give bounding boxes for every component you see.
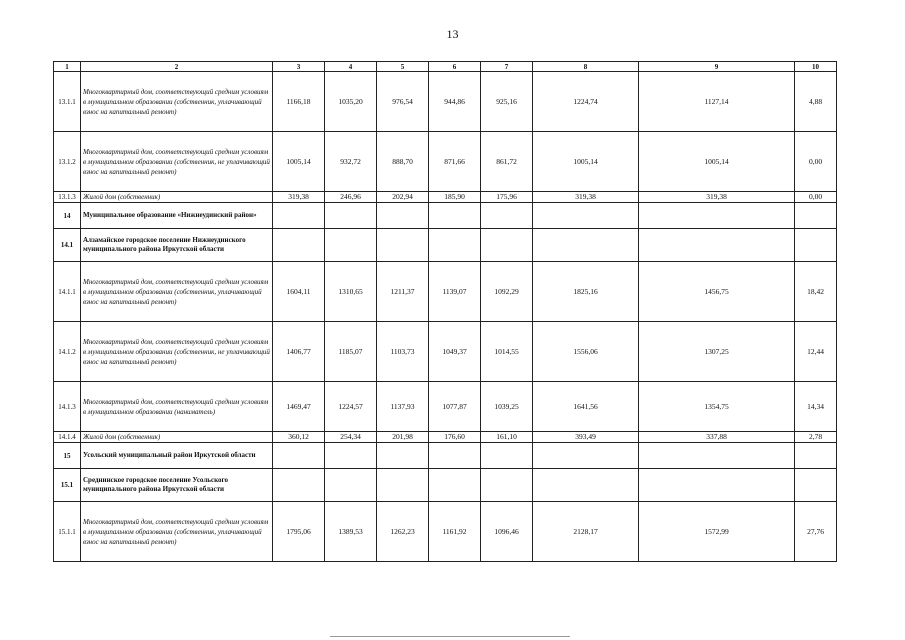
value-cell: 1354,75 (639, 382, 795, 432)
value-cell: 1005,14 (533, 132, 639, 192)
column-number-cell: 6 (429, 62, 481, 72)
section-row (54, 443, 837, 469)
row-description: Многоквартирный дом, соответствующий средним условиям в муниципальном образовании (собственник, уплачивающий взнос на капитальный ремонт) (81, 72, 273, 132)
empty-cell (481, 203, 533, 229)
table-row (54, 382, 837, 432)
column-number-row (54, 62, 837, 72)
table-row (54, 322, 837, 382)
value-cell: 976,54 (377, 72, 429, 132)
value-cell: 1406,77 (273, 322, 325, 382)
column-number-cell: 8 (533, 62, 639, 72)
value-cell: 202,94 (377, 192, 429, 203)
value-cell: 1307,25 (639, 322, 795, 382)
value-cell: 1456,75 (639, 262, 795, 322)
column-number-cell: 1 (54, 62, 81, 72)
value-cell: 1572,99 (639, 502, 795, 562)
section-title: Алзамайское городское поселение Нижнеудинского муниципального района Иркутской области (81, 229, 273, 262)
empty-cell (481, 229, 533, 262)
row-code: 15.1.1 (54, 502, 81, 562)
row-description: Многоквартирный дом, соответствующий средним условиям в муниципальном образовании (собственник, не уплачивающий взнос на капитальный ремонт) (81, 322, 273, 382)
value-cell: 27,76 (795, 502, 837, 562)
value-cell: 319,38 (639, 192, 795, 203)
empty-cell (639, 229, 795, 262)
section-title: Усольский муниципальный район Иркутской области (81, 443, 273, 469)
value-cell: 185,90 (429, 192, 481, 203)
value-cell: 360,12 (273, 432, 325, 443)
value-cell: 1389,53 (325, 502, 377, 562)
value-cell: 2,78 (795, 432, 837, 443)
value-cell: 925,16 (481, 72, 533, 132)
empty-cell (377, 469, 429, 502)
section-title: Муниципальное образование «Нижнеудинский район» (81, 203, 273, 229)
empty-cell (533, 203, 639, 229)
column-number-cell: 7 (481, 62, 533, 72)
empty-cell (377, 443, 429, 469)
row-code: 15.1 (54, 469, 81, 502)
value-cell: 1077,87 (429, 382, 481, 432)
value-cell: 0,00 (795, 192, 837, 203)
empty-cell (325, 203, 377, 229)
column-number-cell: 3 (273, 62, 325, 72)
empty-cell (795, 443, 837, 469)
value-cell: 246,96 (325, 192, 377, 203)
value-cell: 861,72 (481, 132, 533, 192)
row-description: Многоквартирный дом, соответствующий средним условиям в муниципальном образовании (собственник, уплачивающий взнос на капитальный ремонт) (81, 502, 273, 562)
value-cell: 161,10 (481, 432, 533, 443)
value-cell: 4,88 (795, 72, 837, 132)
value-cell: 1096,46 (481, 502, 533, 562)
row-code: 13.1.2 (54, 132, 81, 192)
value-cell: 1556,06 (533, 322, 639, 382)
value-cell: 1039,25 (481, 382, 533, 432)
value-cell: 1641,56 (533, 382, 639, 432)
value-cell: 18,42 (795, 262, 837, 322)
empty-cell (639, 443, 795, 469)
value-cell: 1166,18 (273, 72, 325, 132)
section-title: Среднинское городское поселение Усольского муниципального района Иркутской области (81, 469, 273, 502)
empty-cell (377, 203, 429, 229)
value-cell: 1185,07 (325, 322, 377, 382)
row-code: 13.1.1 (54, 72, 81, 132)
column-number-cell: 2 (81, 62, 273, 72)
empty-cell (429, 469, 481, 502)
value-cell: 871,66 (429, 132, 481, 192)
value-cell: 1224,74 (533, 72, 639, 132)
value-cell: 1005,14 (273, 132, 325, 192)
table-row (54, 502, 837, 562)
table-row (54, 132, 837, 192)
value-cell: 1137,93 (377, 382, 429, 432)
value-cell: 176,60 (429, 432, 481, 443)
row-description: Многоквартирный дом, соответствующий средним условиям в муниципальном образовании (наниматель) (81, 382, 273, 432)
section-row (54, 469, 837, 502)
row-code: 14.1.1 (54, 262, 81, 322)
value-cell: 888,70 (377, 132, 429, 192)
value-cell: 201,98 (377, 432, 429, 443)
tariff-table (53, 61, 837, 562)
row-description: Жилой дом (собственник) (81, 192, 273, 203)
row-code: 14.1 (54, 229, 81, 262)
empty-cell (429, 443, 481, 469)
page-number: 13 (446, 27, 459, 41)
empty-cell (481, 469, 533, 502)
value-cell: 1469,47 (273, 382, 325, 432)
row-description: Многоквартирный дом, соответствующий средним условиям в муниципальном образовании (собственник, уплачивающий взнос на капитальный ремонт) (81, 262, 273, 322)
column-number-cell: 5 (377, 62, 429, 72)
value-cell: 1262,23 (377, 502, 429, 562)
value-cell: 1049,37 (429, 322, 481, 382)
empty-cell (273, 229, 325, 262)
empty-cell (795, 229, 837, 262)
value-cell: 1005,14 (639, 132, 795, 192)
value-cell: 1035,20 (325, 72, 377, 132)
empty-cell (273, 203, 325, 229)
empty-cell (429, 229, 481, 262)
value-cell: 1139,07 (429, 262, 481, 322)
value-cell: 1127,14 (639, 72, 795, 132)
empty-cell (273, 443, 325, 469)
empty-cell (325, 469, 377, 502)
table-row (54, 262, 837, 322)
value-cell: 254,34 (325, 432, 377, 443)
column-number-cell: 4 (325, 62, 377, 72)
value-cell: 2128,17 (533, 502, 639, 562)
empty-cell (273, 469, 325, 502)
value-cell: 1795,06 (273, 502, 325, 562)
section-row (54, 229, 837, 262)
empty-cell (795, 469, 837, 502)
table-row (54, 72, 837, 132)
empty-cell (533, 229, 639, 262)
empty-cell (639, 469, 795, 502)
empty-cell (325, 443, 377, 469)
row-code: 15 (54, 443, 81, 469)
column-number-cell: 10 (795, 62, 837, 72)
value-cell: 1224,57 (325, 382, 377, 432)
value-cell: 319,38 (533, 192, 639, 203)
value-cell: 1211,37 (377, 262, 429, 322)
value-cell: 0,00 (795, 132, 837, 192)
empty-cell (325, 229, 377, 262)
column-number-cell: 9 (639, 62, 795, 72)
value-cell: 1161,92 (429, 502, 481, 562)
value-cell: 175,96 (481, 192, 533, 203)
value-cell: 1103,73 (377, 322, 429, 382)
row-description: Жилой дом (собственник) (81, 432, 273, 443)
value-cell: 932,72 (325, 132, 377, 192)
scan-edge-line (330, 636, 570, 637)
empty-cell (533, 469, 639, 502)
value-cell: 1825,16 (533, 262, 639, 322)
value-cell: 1014,55 (481, 322, 533, 382)
value-cell: 337,88 (639, 432, 795, 443)
value-cell: 14,34 (795, 382, 837, 432)
value-cell: 12,44 (795, 322, 837, 382)
value-cell: 1604,11 (273, 262, 325, 322)
row-code: 13.1.3 (54, 192, 81, 203)
table-row (54, 192, 837, 203)
value-cell: 393,49 (533, 432, 639, 443)
empty-cell (481, 443, 533, 469)
row-code: 14 (54, 203, 81, 229)
empty-cell (429, 203, 481, 229)
row-description: Многоквартирный дом, соответствующий средним условиям в муниципальном образовании (собственник, не уплачивающий взнос на капитальный ремонт) (81, 132, 273, 192)
empty-cell (533, 443, 639, 469)
value-cell: 944,86 (429, 72, 481, 132)
empty-cell (639, 203, 795, 229)
table-row (54, 432, 837, 443)
value-cell: 319,38 (273, 192, 325, 203)
value-cell: 1092,29 (481, 262, 533, 322)
value-cell: 1310,65 (325, 262, 377, 322)
empty-cell (377, 229, 429, 262)
row-code: 14.1.2 (54, 322, 81, 382)
empty-cell (795, 203, 837, 229)
row-code: 14.1.4 (54, 432, 81, 443)
row-code: 14.1.3 (54, 382, 81, 432)
section-row (54, 203, 837, 229)
